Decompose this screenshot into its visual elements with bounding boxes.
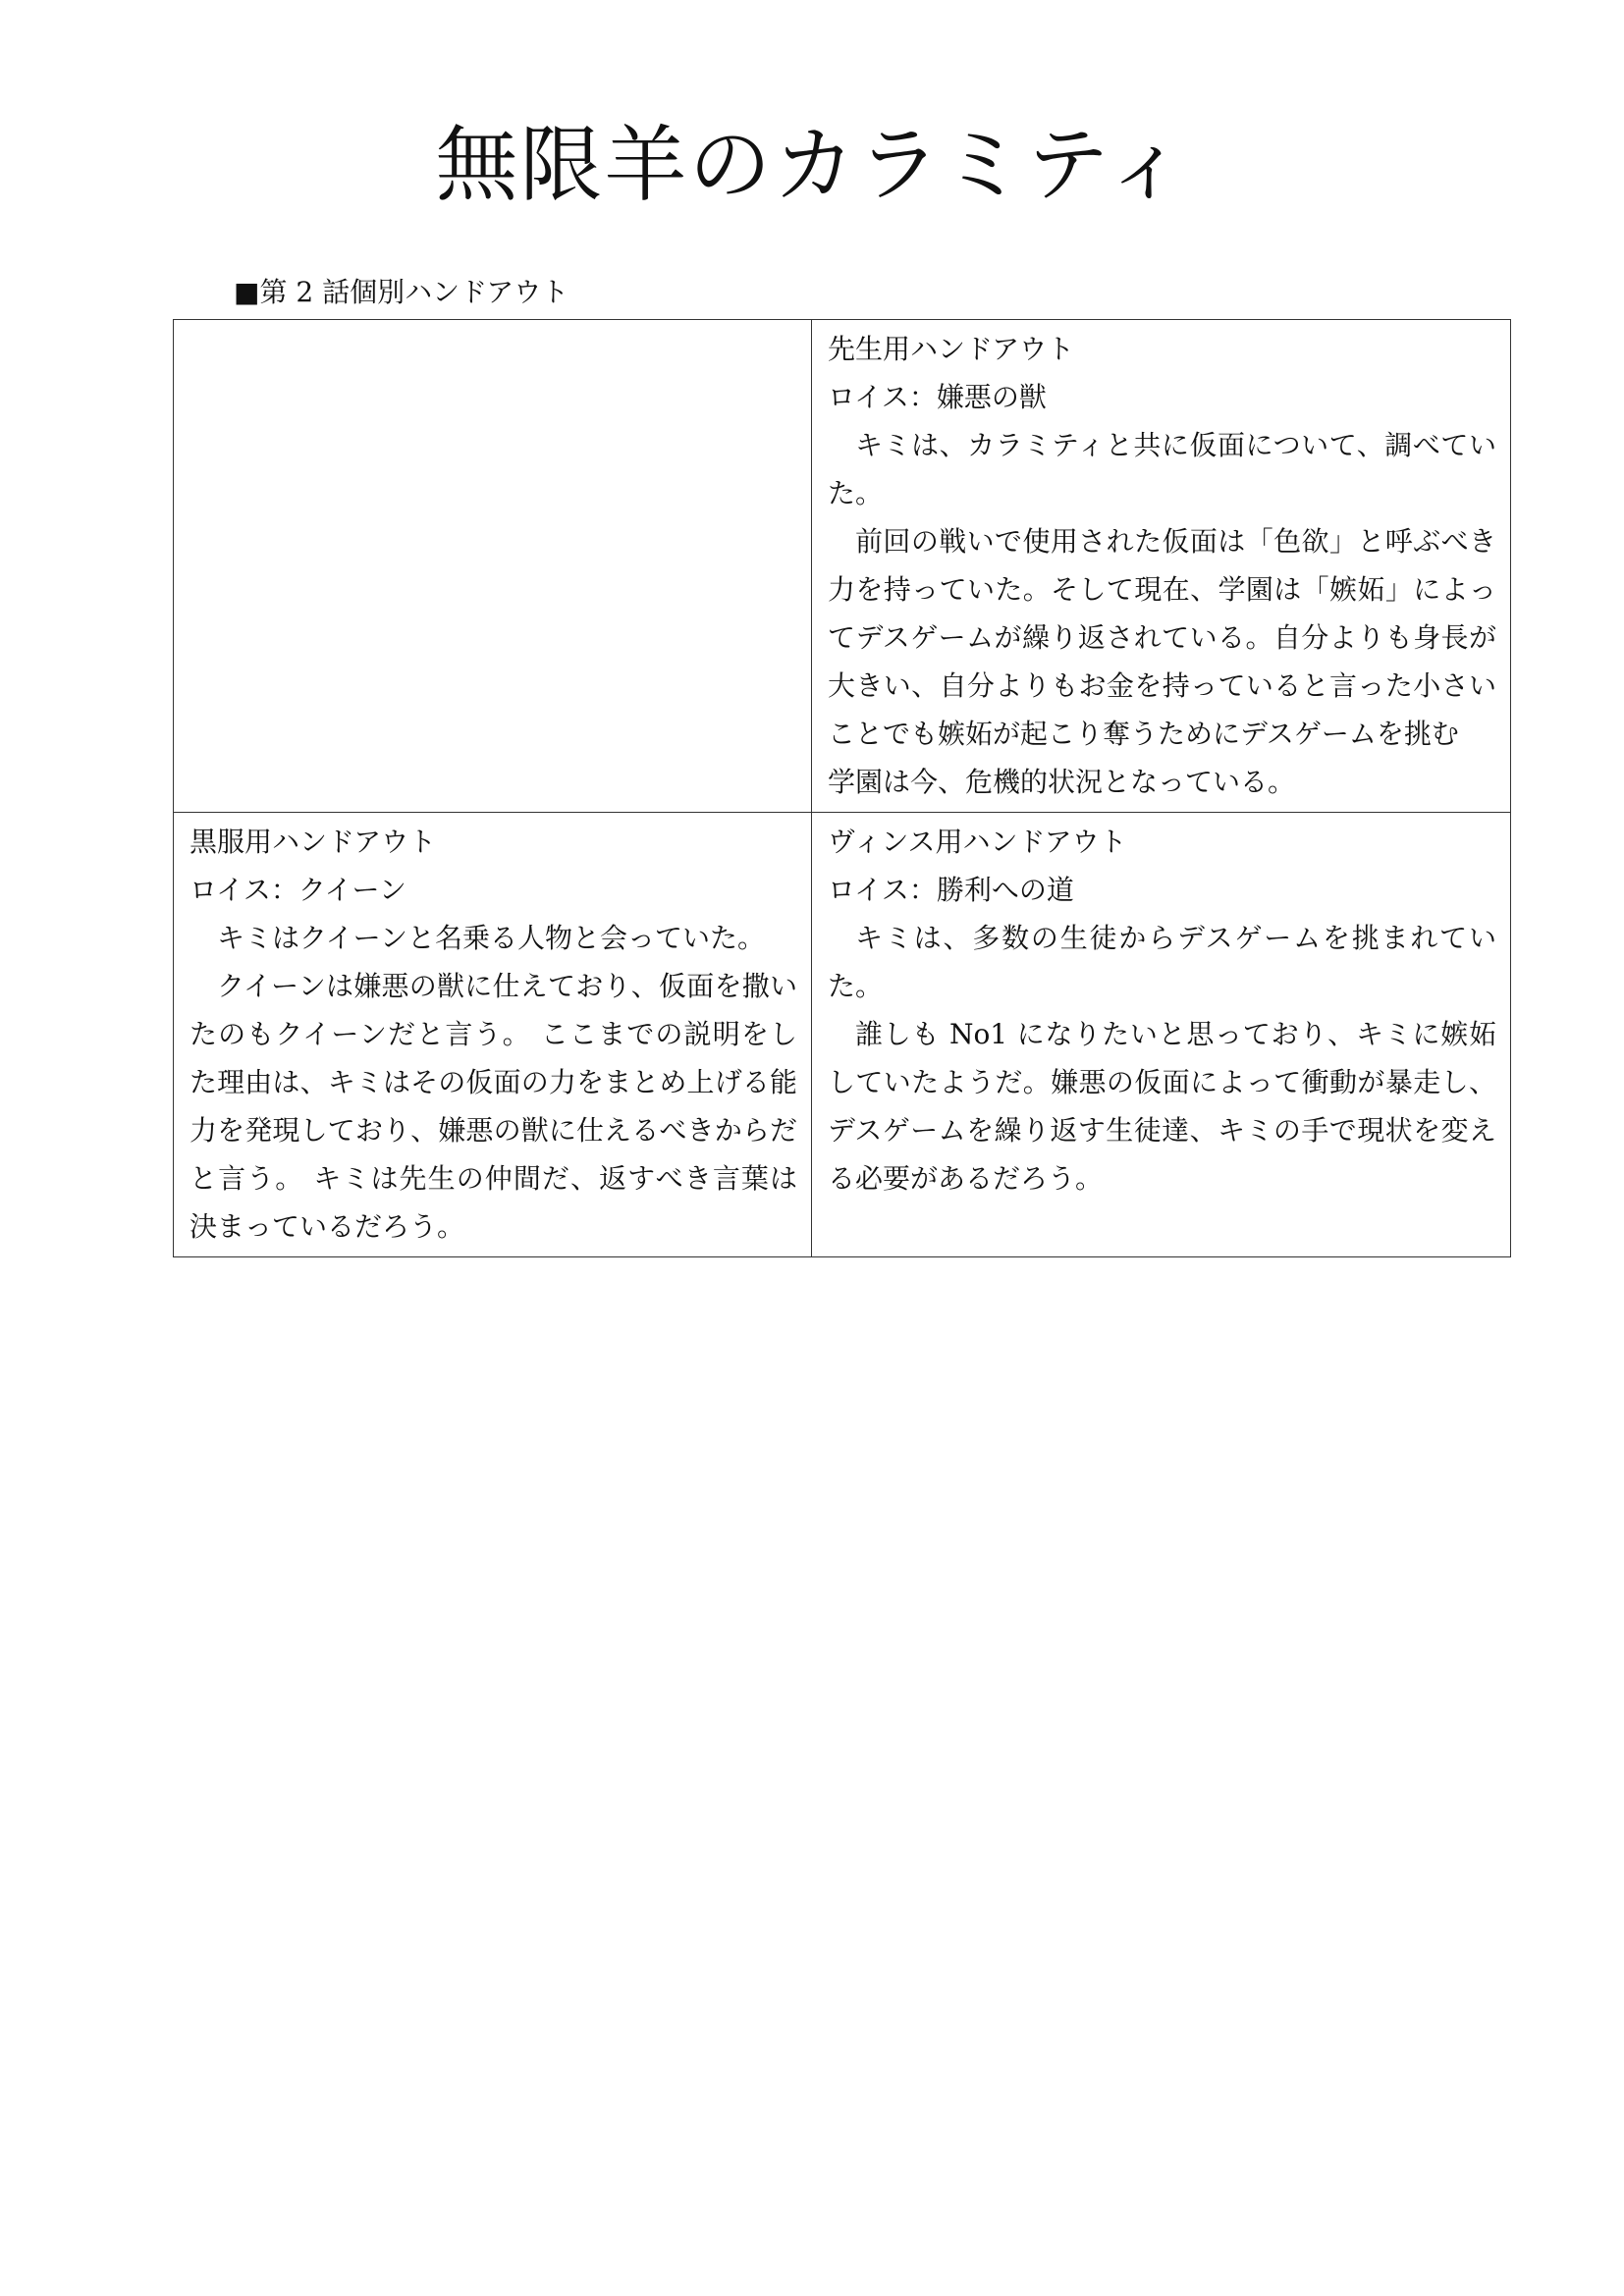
handout-lois: ロイス：嫌悪の獣 xyxy=(828,381,1047,413)
handout-body xyxy=(828,914,1496,1202)
handout-lois: ロイス：勝利への道 xyxy=(828,874,1074,906)
handout-paragraph: キミは、多数の生徒からデスゲームを挑まれていた。 xyxy=(828,922,1496,1002)
handout-paragraph: 学園は今、危機的状況となっている。 xyxy=(828,766,1296,798)
handout-paragraph: 誰しも No1 になりたいと思っており、キミに嫉妬していたようだ。嫌悪の仮面によって衝動が暴走し、デスゲームを繰り返す生徒達、キミの手で現状を変える必要があるだろう。 xyxy=(828,1018,1496,1195)
handout-cell-teacher xyxy=(812,320,1511,813)
handout-body xyxy=(828,421,1496,806)
handout-paragraph: キミはクイーンと名乗る人物と会っていた。 xyxy=(217,922,766,954)
handout-heading: 黒服用ハンドアウト xyxy=(189,826,437,858)
handout-paragraph: 前回の戦いで使用された仮面は「色欲」と呼ぶべき力を持っていた。そして現在、学園は「嫉妬」によってデスゲームが繰り返されている。自分よりも身長が大きい、自分よりもお金を持っていると言った小さいことでも嫉妬が起こり奪うためにデスゲームを挑む xyxy=(828,525,1496,750)
handout-heading: ヴィンス用ハンドアウト xyxy=(828,826,1127,858)
handout-heading: 先生用ハンドアウト xyxy=(828,333,1075,365)
handout-body xyxy=(189,914,797,1251)
handout-cell-vince xyxy=(812,813,1511,1257)
document-title: 無限羊のカラミティ xyxy=(435,117,1189,213)
handout-cell-kurofuku xyxy=(174,813,812,1257)
handout-paragraph: キミは、カラミティと共に仮面について、調べていた。 xyxy=(828,429,1496,509)
handout-paragraph: クイーンは嫌悪の獣に仕えており、仮面を撒いたのもクイーンだと言う。 ここまでの説明をした理由は、キミはその仮面の力をまとめ上げる能力を発現しており、嫌悪の獣に仕えるべきからだと言う。 キミは先生の仲間だ、返すべき言葉は決まっているだろう。 xyxy=(189,970,797,1243)
handout-lois: ロイス：クイーン xyxy=(189,874,406,906)
section-heading: ■第 2 話個別ハンドアウト xyxy=(234,276,569,308)
handout-cell-empty xyxy=(174,320,812,813)
table-row xyxy=(174,813,1511,1257)
table-row xyxy=(174,320,1511,813)
handout-table xyxy=(173,319,1511,1257)
